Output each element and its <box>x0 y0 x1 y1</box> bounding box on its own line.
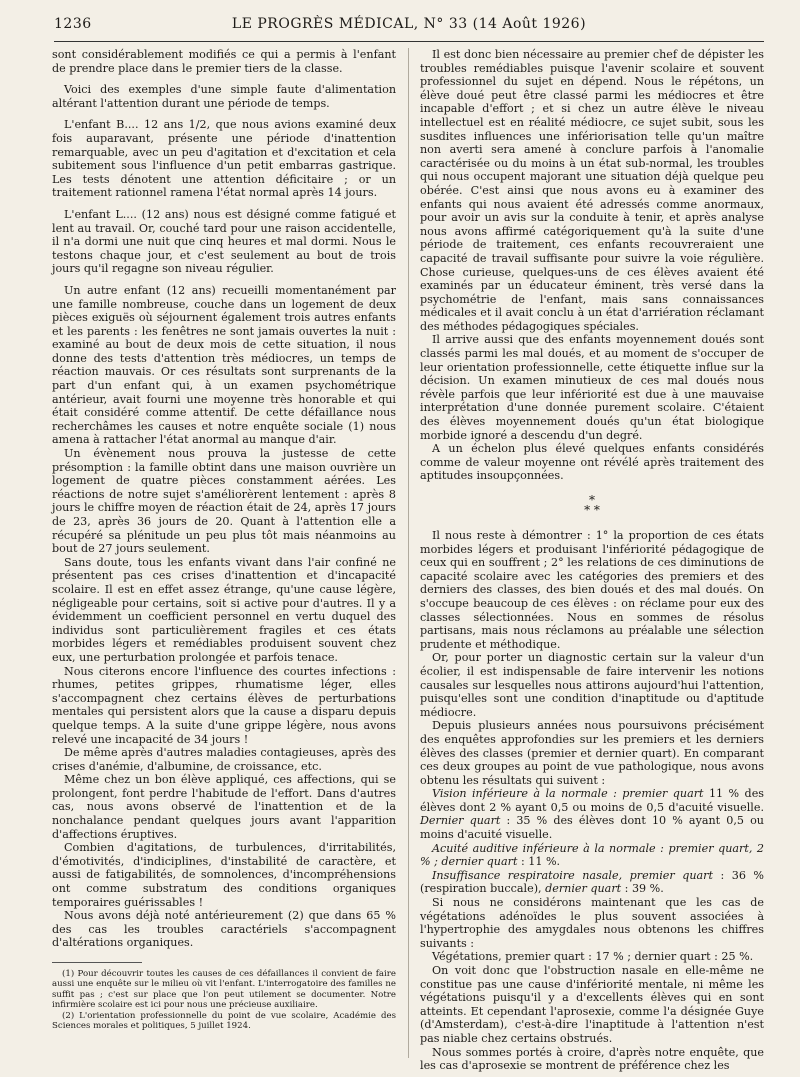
paragraph: Voici des exemples d'une simple faute d'alimentation altérant l'attention durant une période de temps. <box>52 83 396 110</box>
column-divider <box>408 48 409 1058</box>
result-line <box>420 787 764 841</box>
paragraph: Nous citerons encore l'influence des courtes infections : rhumes, petites grippes, rhumatisme léger, elles s'accompagnent chez certains élèves de perturbations mentales qui persistent alors que la cause a disparu depuis quelque temps. A la suite d'une grippe légère, nous avons relevé une incapacité de 34 jours ! <box>52 664 396 746</box>
result-label: Insuffisance respiratoire nasale, premier quart <box>432 868 713 882</box>
page-header <box>54 16 764 38</box>
left-column <box>52 48 396 1031</box>
result-text: : 36 % (respiration buccale), <box>420 868 765 896</box>
footnote-rule <box>52 962 142 963</box>
paragraph: A un échelon plus élevé quelques enfants considérés comme de valeur moyenne ont révélé après traitement des aptitudes insoupçonnées. <box>420 442 764 483</box>
paragraph: L'enfant B.... 12 ans 1/2, que nous avions examiné deux fois auparavant, présente une période d'inattention remarquable, avec un peu d'agitation et d'excitation et cela subitement sous l'influence d'un petit embarras gastrique. Les tests dénotent une attention déficitaire ; or un traitement rationnel ramena l'état normal après 14 jours. <box>52 118 396 200</box>
paragraph: De même après d'autres maladies contagieuses, après des crises d'anémie, d'albumine, de croissance, etc. <box>52 746 396 773</box>
paragraph: Nous sommes portés à croire, d'après notre enquête, que les cas d'aprosexie se montrent de préférence chez les <box>420 1045 764 1073</box>
result-text: : 39 %. <box>621 882 664 896</box>
result-label: Acuité auditive inférieure à la normale : premier quart, 2 % ; dernier quart <box>420 841 764 869</box>
page-number: 1236 <box>54 16 92 32</box>
separator-star: * <box>589 493 595 507</box>
footnote: (2) L'orientation professionnelle du point de vue scolaire, Académie des Sciences morales et politiques, 5 juillet 1924. <box>52 1010 396 1032</box>
header-rule <box>54 41 764 42</box>
paragraph: Un autre enfant (12 ans) recueilli momentanément par une famille nombreuse, couche dans un logement de deux pièces exiguës où séjournent également trois autres enfants et les parents : les fenêtres ne sont jamais ouvertes la nuit : examiné au bout de deux mois de cette situation, il nous donne des tests d'attention très médiocres, un temps de réaction mauvais. Or ces résultats sont surprenants de la part d'un enfant qui, à un examen psychométrique antérieur, avait fourni une moyenne très honorable et qui était considéré comme attentif. De cette défaillance nous recherchâmes les causes et notre enquête sociale (1) nous amena à rattacher l'état anormal au manque d'air. <box>52 283 396 447</box>
result-text: 11 % des élèves dont 2 % ayant 0,5 ou moins de 0,5 d'acuité visuelle. <box>420 787 764 814</box>
journal-title: LE PROGRÈS MÉDICAL, N° 33 (14 Août 1926) <box>231 16 587 32</box>
paragraph: Même chez un bon élève appliqué, ces affections, qui se prolongent, font perdre l'habitude de l'effort. Dans d'autres cas, nous avons observé de l'inattention et de la nonchalance pendant quelques jours avant l'apparition d'affections éruptives. <box>52 773 396 841</box>
paragraph: Il est donc bien nécessaire au premier chef de dépister les troubles remédiables puisque l'avenir scolaire et souvent professionnel du sujet en dépend. Nous le répétons, un élève doué peut être classé parmi les médiocres et être incapable d'effort ; et si chez un autre élève le niveau intellectuel est en réalité médiocre, ce sujet subit, sous les susdites influences une infériorisation telle qu'un maître non averti sera amené à conclure parfois à l'anomalie caractérisée ou du moins à un état sub-normal, les troubles qui nous occupent majorant une situation déjà quelque peu obérée. C'est ainsi que nous avons eu à examiner des enfants qui nous avaient été adressés comme anormaux, pour avoir un avis sur la conduite à tenir, et après analyse nous avons affirmé catégoriquement qu'à la suite d'une période de traitement, ces enfants recouvreraient une capacité de travail suffisante pour suivre la voie régulière. Chose curieuse, quelques-uns de ces élèves avaient été examinés par un éducateur éminent, très versé dans la psychométrie de l'enfant, mais sans connaissances médicales et il avait conclu à un état d'arriération réclamant des méthodes pédagogiques spéciales. <box>420 48 764 333</box>
result-line <box>420 869 764 896</box>
paragraph: On voit donc que l'obstruction nasale en elle-même ne constitue pas une cause d'infériorité mentale, ni même les végétations puisqu'il y a d'excellents élèves qui en sont atteints. Et cependant l'aprosexie, comme l'a désignée Guye (d'Amsterdam), c'est-à-dire l'inaptitude à l'attention n'est pas niable chez certains obstrués. <box>420 964 764 1045</box>
paragraph: sont considérablement modifiés ce qui a permis à l'enfant de prendre place dans le premier tiers de la classe. <box>52 48 396 75</box>
result-label: dernier quart <box>545 882 622 896</box>
result-label: Vision inférieure à la normale : premier quart <box>432 787 704 801</box>
right-column <box>420 48 764 1073</box>
paragraph: Si nous ne considérons maintenant que les cas de végétations adénoïdes le plus souvent associées à l'hypertrophie des amygdales nous obtenons les chiffres suivants : <box>420 896 764 950</box>
paragraph: Il arrive aussi que des enfants moyennement doués sont classés parmi les mal doués, et au moment de s'occuper de leur orientation professionnelle, cette étiquette influe sur la décision. Un examen minutieux de ces mal doués nous révèle parfois que leur infériorité est due à une mauvaise interprétation d'une donnée purement scolaire. C'étaient des élèves moyennement doués qu'un état biologique morbide ignoré a descendu d'un degré. <box>420 333 764 442</box>
separator-stars: * * <box>584 503 600 517</box>
result-text: : 35 % des élèves dont 10 % ayant 0,5 ou moins d'acuité visuelle. <box>420 814 764 842</box>
footnote: (1) Pour découvrir toutes les causes de ces défaillances il convient de faire aussi une enquête sur le milieu où vit l'enfant. L'interrogatoire des familles ne suffit pas ; c'est sur place que l'on peut utilement se documenter. Notre infirmière scolaire est ici pour nous une précieuse auxiliaire. <box>52 969 396 1011</box>
result-label: Dernier quart <box>420 814 501 828</box>
paragraph: L'enfant L.... (12 ans) nous est désigné comme fatigué et lent au travail. Or, couché tard pour une raison accidentelle, il n'a dormi une nuit que cinq heures et mal dormi. Nous le testons chaque jour, et c'est seulement au bout de trois jours qu'il regagne son niveau régulier. <box>52 207 396 276</box>
footnotes <box>52 969 396 1031</box>
result-line <box>420 842 764 869</box>
paragraph: Combien d'agitations, de turbulences, d'irritabilités, d'émotivités, d'indiciplines, d'instabilité de caractère, et aussi de fatigabilités, de somnolences, d'incompréhensions ont comme substratum des conditions organiques temporaires guérissables ! <box>52 841 396 909</box>
paragraph: Depuis plusieurs années nous poursuivons précisément des enquêtes approfondies sur les premiers et les derniers élèves des classes (premier et dernier quart). En comparant ces deux groupes au point de vue pathologique, nous avons obtenu les résultats qui suivent : <box>420 719 764 787</box>
paragraph: Un évènement nous prouva la justesse de cette présomption : la famille obtint dans une maison ouvrière un logement de quatre pièces constamment aérées. Les réactions de notre sujet s'améliorèrent lentement : après 8 jours le chiffre moyen de réaction était de 24, après 17 jours de 23, après 36 jours de 20. Quant à l'attention elle a récupéré sa plénitude un peu plus tôt mais néanmoins au bout de 27 jours seulement. <box>52 447 396 556</box>
paragraph: Nous avons déjà noté antérieurement (2) que dans 65 % des cas les troubles caractériels s'accompagnent d'altérations organiques. <box>52 909 396 950</box>
paragraph: Or, pour porter un diagnostic certain sur la valeur d'un écolier, il est indispensable de faire intervenir les notions causales sur lesquelles nous attirons aujourd'hui l'attention, puisqu'elles sont une condition d'inaptitude ou d'aptitude médiocre. <box>420 651 764 719</box>
paragraph: Il nous reste à démontrer : 1° la proportion de ces états morbides légers et produisant l'infériorité pédagogique de ceux qui en souffrent ; 2° les relations de ces diminutions de capacité scolaire avec les catégories des premiers et des derniers des classes, des bien doués et des mal doués. On s'occupe beaucoup de ces élèves : on réclame pour eux des classes sélectionnées. Nous en sommes de résolus partisans, mais nous réclamons au préalable une sélection prudente et méthodique. <box>420 529 764 651</box>
paragraph: Végétations, premier quart : 17 % ; dernier quart : 25 %. <box>432 950 754 964</box>
results-list <box>420 787 764 896</box>
result-text: : 11 %. <box>517 855 561 869</box>
paragraph: Sans doute, tous les enfants vivant dans l'air confiné ne présentent pas ces crises d'inattention et d'incapacité scolaire. Il est en effet assez étrange, qu'une cause légère, négligeable pour certains, soit si active pour d'autres. Il y a évidemment un coefficient personnel en vertu duquel des individus sont particulièrement fragiles et ces états morbides légers et remédiables produisent souvent chez eux, une perturbation prolongée et parfois tenace. <box>52 555 396 664</box>
section-separator <box>420 495 764 515</box>
